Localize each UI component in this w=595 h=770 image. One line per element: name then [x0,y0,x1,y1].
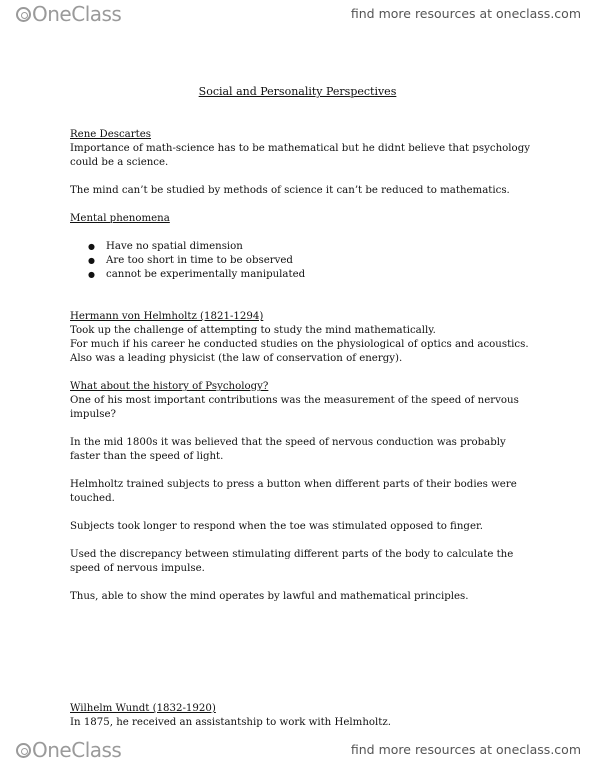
paragraph: In the mid 1800s it was believed that the speed of nervous conduction was probably faster than the speed of light. [70,437,506,462]
section-heading-helmholtz: Hermann von Helmholtz (1821-1294) [70,311,264,322]
section-heading-descartes: Rene Descartes [70,129,151,140]
oneclass-logo[interactable] [16,2,121,26]
section-heading-wundt: Wilhelm Wundt (1832-1920) [70,703,216,714]
bullet-list [70,240,530,282]
paragraph: Subjects took longer to respond when the toe was stimulated opposed to finger. [70,521,483,532]
document-title: Social and Personality Perspectives [198,85,397,98]
paragraph: Thus, able to show the mind operates by lawful and mathematical principles. [70,591,469,602]
oneclass-logo-icon [16,743,31,758]
subheading-mental-phenomena: Mental phenomena [70,213,170,224]
find-more-link[interactable]: find more resources at oneclass.com [350,6,581,21]
logo-text: OneClass [32,738,122,762]
oneclass-logo-icon [16,7,31,22]
document-body [70,128,530,730]
list-item: ● cannot be experimentally manipulated [70,268,530,282]
paragraph: Also was a leading physicist (the law of conservation of energy). [70,353,403,364]
paragraph: In 1875, he received an assistantship to work with Helmholtz. [70,717,391,728]
list-item: ● Have no spatial dimension [70,240,530,254]
subheading-history: What about the history of Psychology? [70,381,269,392]
paragraph: The mind can’t be studied by methods of science it can’t be reduced to mathematics. [70,185,510,196]
paragraph: Took up the challenge of attempting to study the mind mathematically. [70,325,436,336]
paragraph: For much if his career he conducted studies on the physiological of optics and acoustics. [70,339,529,350]
paragraph: Used the discrepancy between stimulating different parts of the body to calculate the speed of nervous impulse. [70,549,514,574]
paragraph: Helmholtz trained subjects to press a button when different parts of their bodies were touched. [70,479,517,504]
oneclass-logo-footer[interactable] [16,738,121,762]
list-item: ● Are too short in time to be observed [70,254,530,268]
paragraph: One of his most important contributions was the measurement of the speed of nervous impulse? [70,395,519,420]
paragraph: Importance of math-science has to be mathematical but he didnt believe that psychology could be a science. [70,143,530,168]
find-more-link-footer[interactable]: find more resources at oneclass.com [350,742,581,757]
logo-text: OneClass [32,2,122,26]
